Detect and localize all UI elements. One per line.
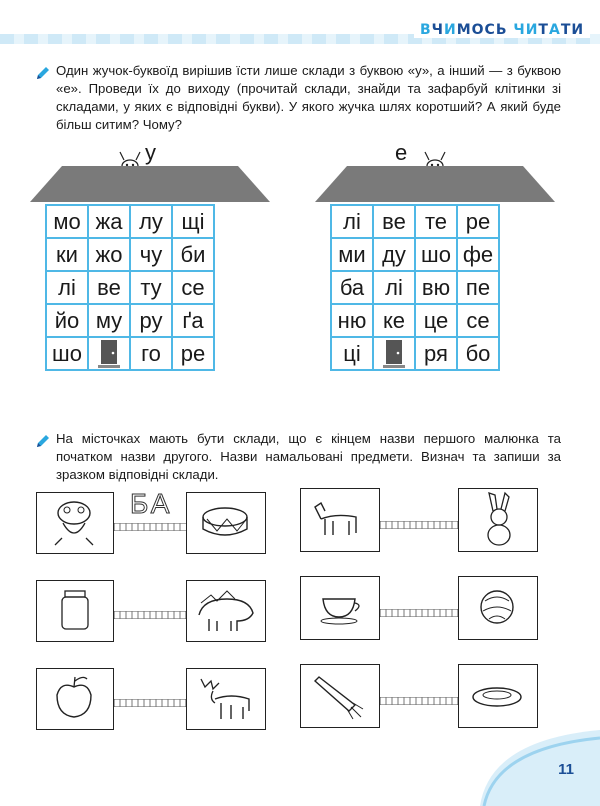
moose-picture [186, 668, 266, 730]
goat-picture [300, 488, 380, 552]
cup-icon [301, 577, 378, 637]
house-e [315, 140, 555, 410]
apple-icon [37, 669, 112, 727]
syllable-cell[interactable]: те [416, 206, 458, 239]
roof [30, 166, 270, 202]
section-title: ВЧИМОСЬ ЧИТАТИ [414, 22, 590, 38]
rocket-picture [300, 664, 380, 728]
plate-picture [458, 664, 538, 728]
door-icon [383, 339, 405, 369]
syllable-cell[interactable]: ба [332, 272, 374, 305]
pencil-icon [34, 432, 52, 450]
drum-icon [187, 493, 264, 551]
syllable-cell[interactable]: це [416, 305, 458, 338]
syllable-cell[interactable]: чу [131, 239, 173, 272]
syllable-cell[interactable]: ке [374, 305, 416, 338]
boar-icon [187, 581, 264, 639]
syllable-cell[interactable]: го [131, 338, 173, 371]
syllable-cell[interactable]: се [458, 305, 500, 338]
frog-icon [37, 493, 112, 551]
syllable-cell[interactable]: ве [374, 206, 416, 239]
task1-instructions: Один жучок-буквоїд вирішив їсти лише склади з буквою «у», а інший — з буквою «е». Проведи їх до виходу (прочитай склади, знайди та зафарбуй клітинки зі складами, у яких є відповідні букви). У якого жучка шлях коротший? А який буде більш ситим? Чому? [56, 63, 561, 132]
syllable-cell[interactable]: шо [47, 338, 89, 371]
house-letter: у [145, 140, 156, 165]
house-letter: е [395, 140, 408, 165]
syllable-cell[interactable]: лі [332, 206, 374, 239]
jar-icon [37, 581, 112, 639]
exit-door [89, 338, 131, 371]
cup-picture [300, 576, 380, 640]
exit-door [374, 338, 416, 371]
syllable-cell[interactable]: ки [47, 239, 89, 272]
frog-picture [36, 492, 114, 554]
house-u [30, 140, 270, 410]
syllable-cell[interactable]: лу [131, 206, 173, 239]
syllable-cell[interactable]: лі [47, 272, 89, 305]
syllable-cell[interactable]: ґа [173, 305, 215, 338]
bridge[interactable] [114, 606, 186, 614]
syllable-cell[interactable]: мо [47, 206, 89, 239]
bridge[interactable] [380, 604, 458, 612]
door-icon [98, 339, 120, 369]
syllable-cell[interactable]: ми [332, 239, 374, 272]
pencil-icon [34, 64, 52, 82]
syllable-cell[interactable]: фе [458, 239, 500, 272]
syllable-cell[interactable]: щі [173, 206, 215, 239]
syllable-cell[interactable]: му [89, 305, 131, 338]
jar-picture [36, 580, 114, 642]
syllable-cell[interactable]: се [173, 272, 215, 305]
cabbage-icon [459, 577, 536, 637]
syllable-cell[interactable]: ре [458, 206, 500, 239]
boar-picture [186, 580, 266, 642]
syllable-cell[interactable]: ду [374, 239, 416, 272]
syllable-cell[interactable]: ці [332, 338, 374, 371]
cabbage-picture [458, 576, 538, 640]
bridge[interactable] [380, 692, 458, 700]
page-number: 11 [558, 761, 574, 778]
syllable-grid-e [330, 204, 500, 371]
syllable-cell[interactable]: ве [89, 272, 131, 305]
syllable-cell[interactable]: йо [47, 305, 89, 338]
syllable-cell[interactable]: пе [458, 272, 500, 305]
bridge[interactable] [380, 516, 458, 524]
bridge[interactable] [114, 694, 186, 702]
syllable-cell[interactable]: ню [332, 305, 374, 338]
roof [315, 166, 555, 202]
drum-picture [186, 492, 266, 554]
task2-instructions: На місточках мають бути склади, що є кінцем назви першого малюнка та початком назви другого. Назви намальовані предмети. Визнач та запиши за зразком відповідні склади. [56, 431, 561, 482]
syllable-cell[interactable]: жо [89, 239, 131, 272]
syllable-cell[interactable]: жа [89, 206, 131, 239]
syllable-cell[interactable]: ря [416, 338, 458, 371]
syllable-cell[interactable]: ту [131, 272, 173, 305]
syllable-cell[interactable]: вю [416, 272, 458, 305]
syllable-cell[interactable]: ре [173, 338, 215, 371]
syllable-cell[interactable]: би [173, 239, 215, 272]
goat-icon [301, 489, 378, 549]
moose-icon [187, 669, 264, 727]
rabbit-icon [459, 489, 536, 549]
syllable-cell[interactable]: лі [374, 272, 416, 305]
rocket-icon [301, 665, 378, 725]
sample-syllable: БА [130, 488, 173, 519]
rabbit-picture [458, 488, 538, 552]
syllable-cell[interactable]: бо [458, 338, 500, 371]
plate-icon [459, 665, 536, 725]
corner-decoration [470, 720, 600, 806]
syllable-cell[interactable]: шо [416, 239, 458, 272]
syllable-cell[interactable]: ру [131, 305, 173, 338]
apple-picture [36, 668, 114, 730]
syllable-grid-u [45, 204, 215, 371]
